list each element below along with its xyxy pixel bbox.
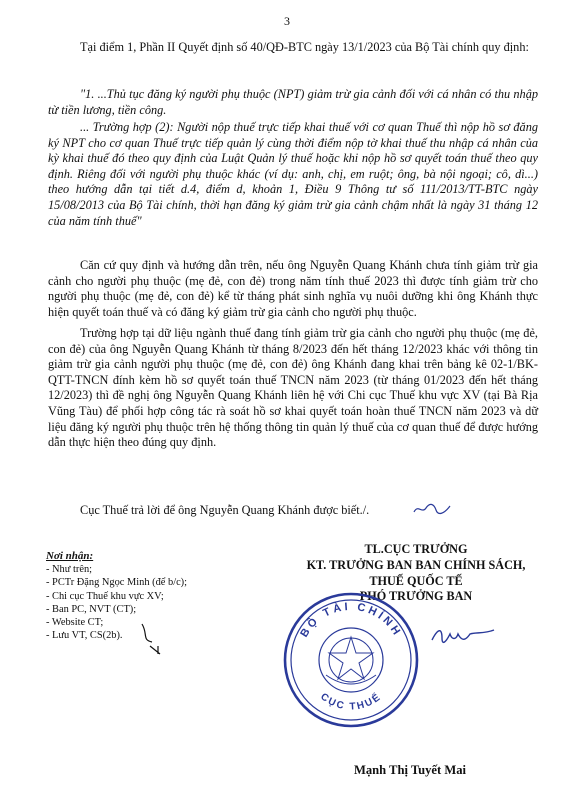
- recipient-item: - Ban PC, NVT (CT);: [46, 603, 137, 615]
- quote-paragraph-1: "1. ...Thủ tục đăng ký người phụ thuộc (NPT) giảm trừ gia cảnh đối với cá nhân có thu nhập từ tiền lương, tiền công.: [48, 87, 538, 117]
- recipient-item: - PCTr Đặng Ngọc Minh (để b/c);: [46, 577, 188, 589]
- recipient-item: - Chi cục Thuế khu vực XV;: [46, 590, 164, 602]
- svg-text:CỤC THUẾ: [318, 690, 384, 713]
- recipient-item: - Lưu VT, CS(2b).: [46, 630, 123, 642]
- signature-line-3: THUẾ QUỐC TẾ: [369, 573, 463, 588]
- handwritten-signature: [428, 622, 498, 652]
- handwritten-mark: [138, 620, 168, 656]
- recipient-item: - Website CT;: [46, 617, 104, 629]
- closing-paragraph: Cục Thuế trả lời để ông Nguyễn Quang Khánh được biết./.: [80, 503, 370, 517]
- stamp-bottom-text: CỤC THUẾ: [318, 691, 384, 713]
- signature-line-2: KT. TRƯỞNG BAN BAN CHÍNH SÁCH,: [306, 557, 526, 572]
- paragraph-2: Trường hợp tại dữ liệu ngành thuế đang tính giảm trừ gia cảnh cho người phụ thuộc (mẹ đẻ, con đẻ) của ông Nguyễn Quang Khánh từ tháng 8/2023 đến hết tháng 12/2023 khác với thông tin giảm trừ gia cảnh người phụ thuộc (mẹ đẻ, con đẻ) ông Khánh đang khai trên bảng kê 02-1/BK-QTT-TNCN đính kèm hồ sơ quyết toán thuế TNCN năm 2023 (từ tháng 01/2023 đến hết tháng 12/2023) thì đề nghị ông Nguyễn Quang Khánh liên hệ với Chi cục Thuế khu vực XV (tại Bà Rịa Vũng Tàu) để phối hợp công tác rà soát hồ sơ khai quyết toán hoàn thuế TNCN năm 2023 và dữ liệu đăng ký người phụ thuộc trên hệ thống thông tin quản lý thuế của cơ quan thuế để được hướng dẫn thực hiện theo đúng quy định.: [48, 326, 538, 450]
- signature-line-1: TL.CỤC TRƯỞNG: [364, 542, 468, 556]
- intro-paragraph: Tại điểm 1, Phần II Quyết định số 40/QĐ-BTC ngày 13/1/2023 của Bộ Tài chính quy định:: [80, 40, 529, 54]
- page-number: 3: [284, 14, 290, 28]
- recipients-title: Nơi nhận:: [46, 550, 94, 562]
- handwritten-initials: [412, 500, 452, 518]
- signature-line-4: PHÓ TRƯỞNG BAN: [359, 589, 473, 604]
- quote-paragraph-2: ... Trường hợp (2): Người nộp thuế trực tiếp khai thuế với cơ quan Thuế thì nộp hồ sơ đăng ký NPT cho cơ quan Thuế trực tiếp quản lý cùng thời điểm nộp tờ khai thuế thu nhập cá nhân của kỳ khai thuế đó theo quy định của Luật Quản lý thuế hoặc khi nộp hồ sơ quyết toán thuế theo quy định. Riêng đối với người phụ thuộc khác (ví dụ: anh, chị, em ruột; ông, bà nội ngoại; cô, dì...) theo hướng dẫn tại tiết d.4, điểm d, khoản 1, Điều 9 Thông tư số 111/2013/TT-BTC ngày 15/08/2013 của Bộ Tài chính, thời hạn đăng ký giảm trừ gia cảnh chậm nhất là ngày 31 tháng 12 của năm tính thuế": [48, 120, 538, 228]
- official-seal-stamp: [276, 585, 426, 735]
- emblem-icon: [326, 637, 376, 684]
- paragraph-1: Căn cứ quy định và hướng dẫn trên, nếu ông Nguyễn Quang Khánh chưa tính giảm trừ gia cảnh cho người phụ thuộc (mẹ đẻ, con đẻ) trong năm tính thuế 2023 thì được tính giảm trừ cho người phụ thuộc (mẹ đẻ, con đẻ) kể từ tháng phát sinh nghĩa vụ nuôi dưỡng khi ông Khánh thực hiện quyết toán thuế và có đăng ký giảm trừ gia cảnh cho người phụ thuộc.: [48, 258, 538, 319]
- signer-name: Mạnh Thị Tuyết Mai: [353, 763, 467, 777]
- stamp-top-text: BỘ TÀI CHÍNH: [298, 600, 404, 640]
- recipient-item: - Như trên;: [46, 564, 93, 576]
